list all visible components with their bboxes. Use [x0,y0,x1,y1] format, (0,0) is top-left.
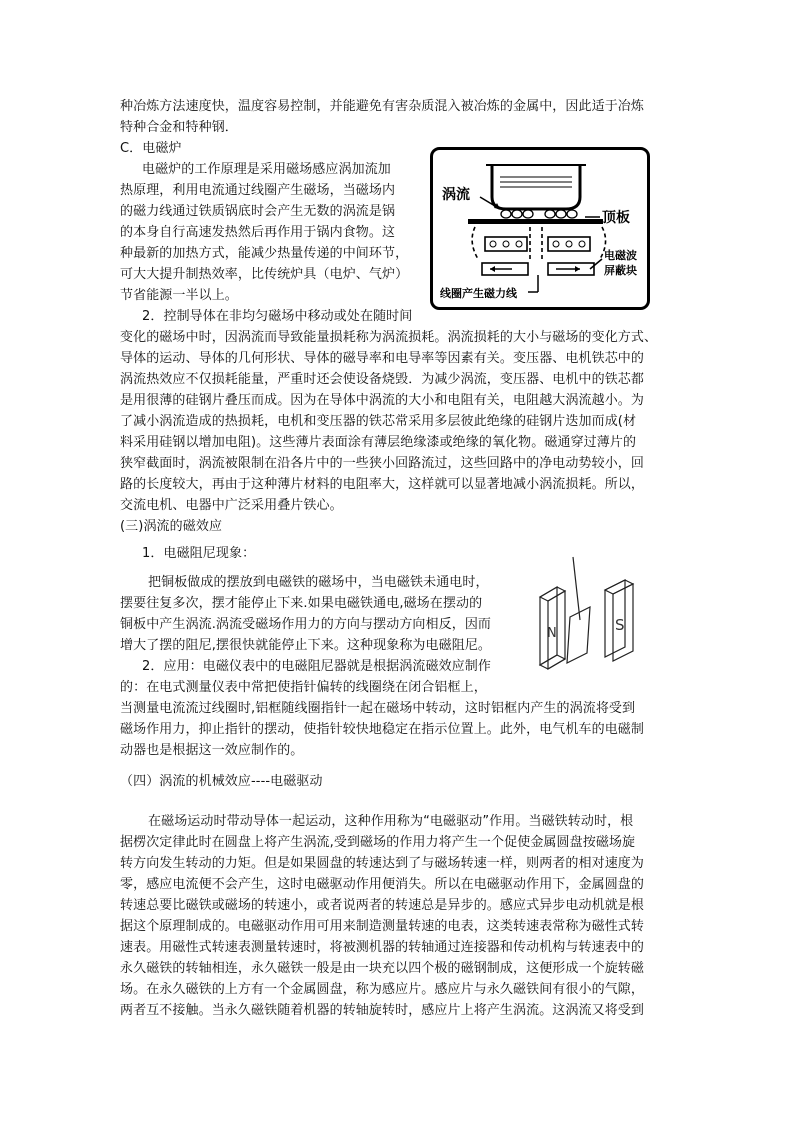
section-heading: C．电磁炉 [120,141,182,156]
magnet-damping-figure [535,555,650,675]
text-line: 两者互不接触。当永久磁铁随着机器的转轴旋转时，感应片上将产生涡流。这涡流又将受到 [120,1003,645,1018]
induction-cooker-figure [430,147,650,310]
label-top-plate: 顶板 [602,210,630,226]
text-line: 节省能源一半以上。 [120,288,238,303]
text-line: 据这个原理制成的。电磁驱动作用可用来制造测量转速的电表，这类转速表常称为磁性式转 [120,919,645,934]
text-line: 摆要往复多次，摆才能停止下来.如果电磁铁通电,磁场在摆动的 [120,596,483,611]
text-line: 磁场作用力，抑止指针的摆动，使指针较快地稳定在指示位置上。此外，电气机车的电磁制 [120,722,645,737]
section-heading: （四）涡流的机械效应----电磁驱动 [120,774,323,789]
text-line: 的本身自行高速发热然后再作用于锅内食物。这 [120,225,396,240]
text-line: 狭窄截面时，涡流被限制在沿各片中的一些狭小回路流过，这些回路中的净电动势较小，回 [120,456,645,471]
text-line: 料采用硅钢以增加电阻)。这些薄片表面涂有薄层绝缘漆或绝缘的氧化物。磁通穿过薄片的 [120,435,637,450]
text-line: 特种合金和特种钢． [120,120,238,135]
label-field-lines: 线圈产生磁力线 [440,287,517,300]
label-eddy: 涡流 [442,187,470,203]
text-line: 动器也是根据这一效应制作的。 [120,743,304,758]
section-heading: (三)涡流的磁效应 [120,519,223,534]
text-line: 当测量电流流过线圈时,铝框随线圈指针一起在磁场中转动，这时铝框内产生的涡流将受到 [120,701,636,716]
text-line: 种最新的加热方式，能减少热量传递的中间环节， [120,246,409,261]
text-line: 增大了摆的阻尼,摆很快就能停止下来。这种现象称为电磁阻尼。 [120,638,492,653]
label-s: S [615,616,625,634]
text-line: 速表。用磁性式转速表测量转速时，将被测机器的转轴通过连接器和传动机构与转速表中的 [120,940,645,955]
text-line: 转方向发生转动的力矩。但是如果圆盘的转速达到了与磁场转速一样，则两者的相对速度为 [120,856,645,871]
numbered-item: 2．应用：电磁仪表中的电磁阻尼器就是根据涡流磁效应制作 [142,659,491,674]
text-line: 在磁场运动时带动导体一起运动，这种作用称为“电磁驱动”作用。当磁铁转动时，根 [148,814,634,829]
text-line: 电磁炉的工作原理是采用磁场感应涡加流加 [142,162,391,177]
text-line: 的：在电式测量仪表中常把使指针偏转的线圈绕在闭合铝框上， [120,680,487,695]
text-line: 把铜板做成的摆放到电磁铁的磁场中，当电磁铁未通电时， [148,575,489,590]
label-shield-1: 电磁波 [604,249,637,262]
text-line: 交流电机、电器中广泛采用叠片铁心。 [120,498,343,513]
text-line: 零，感应电流便不会产生，这时电磁驱动作用便消失。所以在电磁驱动作用下，金属圆盘的 [120,877,645,892]
text-line: 涡流热效应不仅损耗能量，严重时还会使设备烧毁．为减少涡流，变压器、电机中的铁芯都 [120,372,645,387]
text-line: 是用很薄的硅钢片叠压而成。因为在导体中涡流的大小和电阻有关，电阻越大涡流越小。为 [120,393,645,408]
text-line: 铜板中产生涡流.涡流受磁场作用力的方向与摆动方向相反，因而 [120,617,492,632]
text-line: 热原理，利用电流通过线圈产生磁场，当磁场内 [120,183,396,198]
text-line: 了减小涡流造成的热损耗，电机和变压器的铁芯常采用多层彼此绝缘的硅钢片迭加而成(材 [120,414,637,429]
text-line: 路的长度较大，再由于这种薄片材料的电阻率大，这样就可以显著地减小涡流损耗。所以， [120,477,645,492]
text-line: 据楞次定律此时在圆盘上将产生涡流,受到磁场的作用力将产生一个促使金属圆盘按磁场旋 [120,835,636,850]
text-line: 可大大提升制热效率，比传统炉具（电炉、气炉） [120,267,409,282]
text-line: 的磁力线通过铁质锅底时会产生无数的涡流是锅 [120,204,396,219]
numbered-item: 2．控制导体在非均匀磁场中移动或处在随时间 [142,309,413,324]
label-shield-2: 屏蔽块 [604,264,637,277]
text-line: 场。在永久磁铁的上方有一个金属圆盘，称为感应片。感应片与永久磁铁间有很小的气隙， [120,982,645,997]
top-plate [468,219,603,224]
text-line: 种冶炼方法速度快，温度容易控制，并能避免有害杂质混入被冶炼的金属中，因此适于冶炼 [120,99,645,114]
label-n: N [547,626,557,641]
text-line: 转速总要比磁铁或磁场的转速小，或者说两者的转速总是异步的。感应式异步电动机就是根 [120,898,645,913]
text-line: 变化的磁场中时，因涡流而导致能量损耗称为涡流损耗。涡流损耗的大小与磁场的变化方式、 [120,330,658,345]
numbered-item: 1．电磁阻尼现象： [142,546,256,561]
text-line: 导体的运动、导体的几何形状、导体的磁导率和电导率等因素有关。变压器、电机铁芯中的 [120,351,645,366]
text-line: 永久磁铁的转轴相连，永久磁铁一般是由一块充以四个极的磁钢制成，这便形成一个旋转磁 [120,961,645,976]
